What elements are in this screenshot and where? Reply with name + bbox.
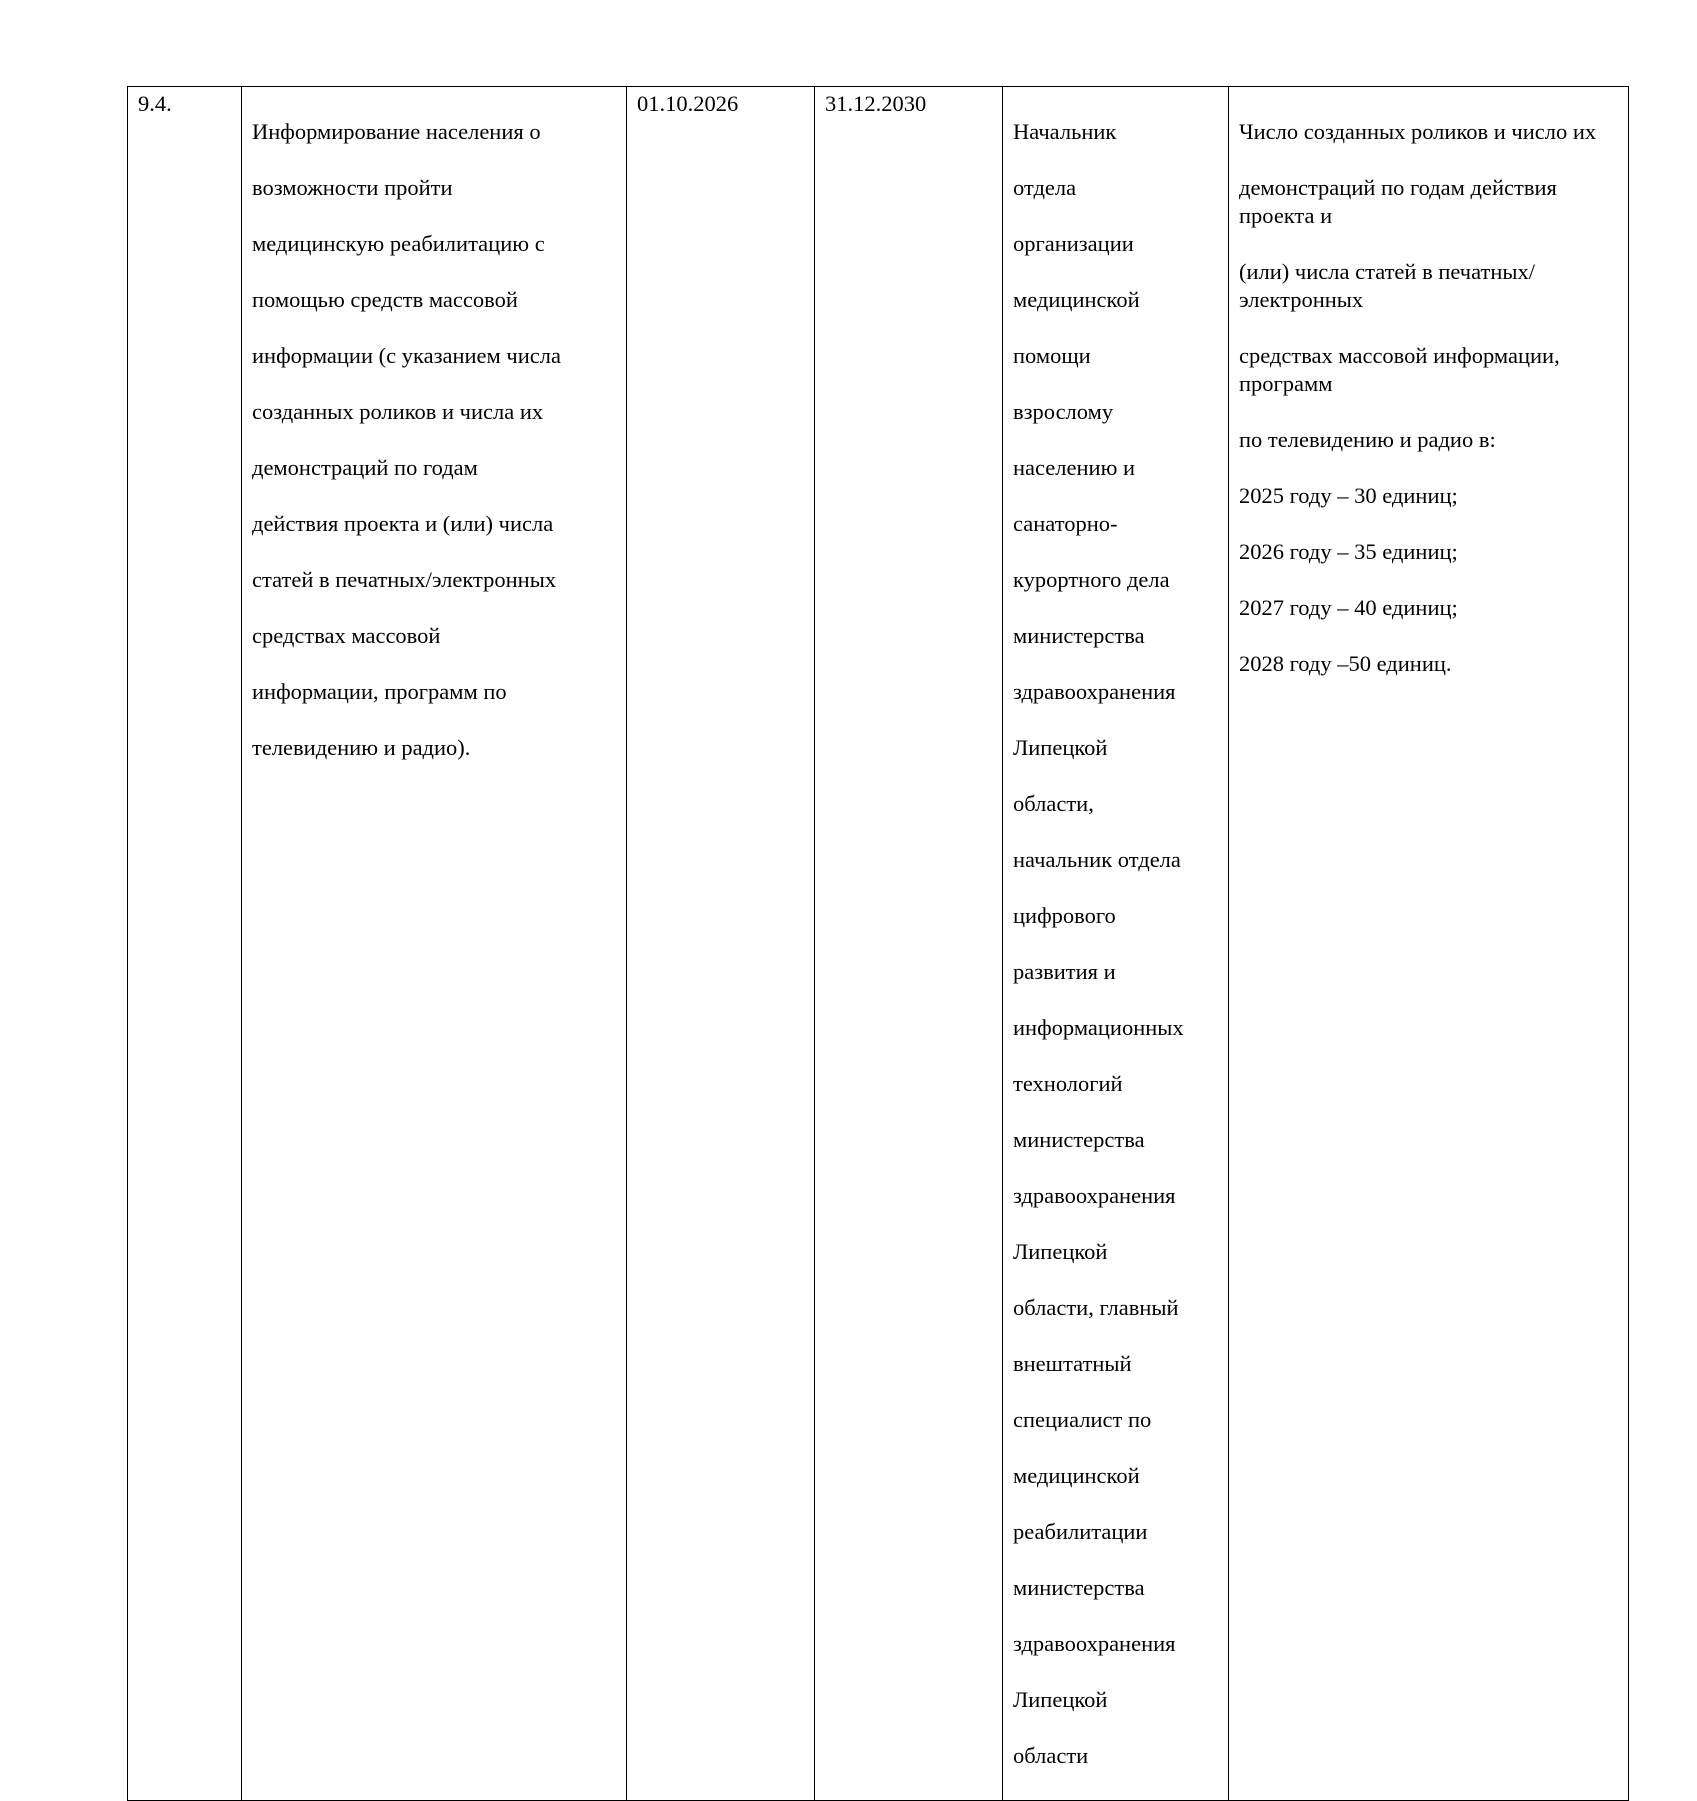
- responsible-line: развития и: [1013, 959, 1116, 984]
- responsible-line: министерства: [1013, 1575, 1145, 1600]
- responsible-line: информационных: [1013, 1015, 1184, 1040]
- responsible-line: населению и: [1013, 455, 1136, 480]
- description-line: демонстраций по годам: [252, 455, 478, 480]
- measures-table: [127, 86, 1629, 1801]
- responsible-line: технологий: [1013, 1071, 1123, 1096]
- responsible-line: помощи: [1013, 343, 1091, 368]
- responsible-line: медицинской: [1013, 1463, 1140, 1488]
- description-line: средствах массовой: [252, 623, 441, 648]
- responsible-cell: [1003, 87, 1229, 1801]
- responsible-line: организации: [1013, 231, 1134, 256]
- result-line: 2027 году – 40 единиц;: [1239, 595, 1458, 620]
- description-line: созданных роликов и числа их: [252, 399, 544, 424]
- result-line: (или) числа статей в печатных/электронных: [1239, 259, 1536, 312]
- result-line: 2026 году – 35 единиц;: [1239, 539, 1458, 564]
- responsible-line: санаторно-: [1013, 511, 1118, 536]
- responsible-line: министерства: [1013, 1127, 1145, 1152]
- responsible-line: здравоохранения: [1013, 1183, 1176, 1208]
- description-line: информации, программ по: [252, 679, 507, 704]
- description-line: телевидению и радио).: [252, 735, 471, 760]
- description-line: возможности пройти: [252, 175, 453, 200]
- responsible-line: области,: [1013, 791, 1094, 816]
- responsible-line: Липецкой: [1013, 735, 1108, 760]
- end-date-cell: 31.12.2030: [815, 87, 1003, 1801]
- result-cell: [1229, 87, 1629, 1801]
- responsible-line: здравоохранения: [1013, 1631, 1176, 1656]
- responsible-line: Липецкой: [1013, 1687, 1108, 1712]
- responsible-line: области, главный: [1013, 1295, 1179, 1320]
- responsible-line: Начальник: [1013, 119, 1117, 144]
- responsible-line: внештатный: [1013, 1351, 1132, 1376]
- description-line: статей в печатных/электронных: [252, 567, 557, 592]
- responsible-line: здравоохранения: [1013, 679, 1176, 704]
- result-line: Число созданных роликов и число их: [1239, 119, 1597, 144]
- result-line: 2025 году – 30 единиц;: [1239, 483, 1458, 508]
- start-date-cell: 01.10.2026: [627, 87, 815, 1801]
- result-line: средствах массовой информации, программ: [1239, 343, 1560, 396]
- description-line: медицинскую реабилитацию с: [252, 231, 545, 256]
- description-line: действия проекта и (или) числа: [252, 511, 554, 536]
- responsible-line: начальник отдела: [1013, 847, 1181, 872]
- responsible-line: взрослому: [1013, 399, 1114, 424]
- result-line: по телевидению и радио в:: [1239, 427, 1496, 452]
- responsible-line: реабилитации: [1013, 1519, 1148, 1544]
- description-cell: [242, 87, 627, 1801]
- responsible-line: министерства: [1013, 623, 1145, 648]
- row-number-cell: 9.4.: [128, 87, 242, 1801]
- description-line: Информирование населения о: [252, 119, 541, 144]
- responsible-line: цифрового: [1013, 903, 1116, 928]
- responsible-line: медицинской: [1013, 287, 1140, 312]
- responsible-line: Липецкой: [1013, 1239, 1108, 1264]
- table-row: [128, 87, 1629, 1801]
- responsible-line: области: [1013, 1743, 1089, 1768]
- responsible-line: отдела: [1013, 175, 1077, 200]
- description-line: информации (с указанием числа: [252, 343, 561, 368]
- result-line: 2028 году –50 единиц.: [1239, 651, 1452, 676]
- responsible-line: специалист по: [1013, 1407, 1152, 1432]
- description-line: помощью средств массовой: [252, 287, 518, 312]
- result-line: демонстраций по годам действия проекта и: [1239, 175, 1557, 228]
- responsible-line: курортного дела: [1013, 567, 1170, 592]
